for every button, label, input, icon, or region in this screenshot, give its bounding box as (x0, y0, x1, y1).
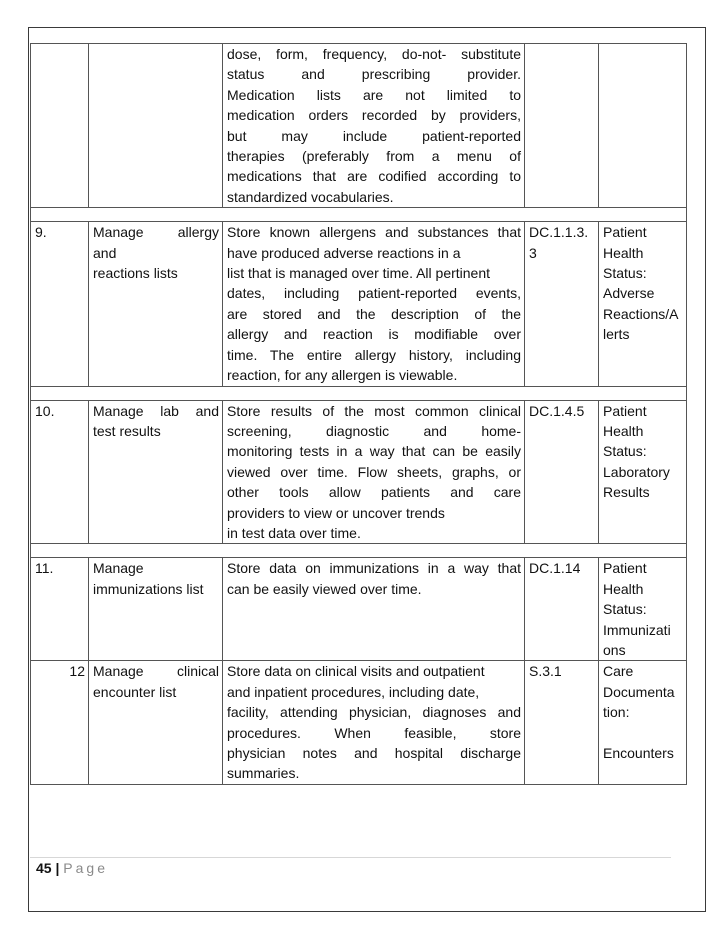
table-row (31, 400, 687, 544)
category-cell (599, 661, 687, 784)
footer-rule (30, 857, 671, 858)
function-line: and (93, 244, 117, 261)
category-line: Patient (603, 560, 647, 577)
function-cell (89, 558, 223, 661)
row-number: 9. (35, 224, 47, 241)
category-cell (599, 400, 687, 544)
category-line: Status: (603, 443, 647, 460)
description-cell (223, 558, 525, 661)
table-row (31, 558, 687, 661)
description-line: medications that are codified according to (227, 168, 521, 185)
description-line: can be easily viewed over time. (227, 580, 422, 597)
description-line: Store known allergens and substances that (227, 224, 521, 241)
function-cell (89, 661, 223, 784)
function-cell (89, 222, 223, 386)
row-number-cell (31, 44, 89, 208)
description-cell (223, 44, 525, 208)
description-line: physician notes and hospital discharge (227, 745, 521, 761)
reference-line: DC.1.14 (529, 560, 581, 577)
description-line: viewed over time. Flow sheets, graphs, or (227, 463, 521, 480)
reference-cell (525, 558, 599, 661)
description-cell (223, 661, 525, 784)
reference-line: DC.1.1.3. (529, 224, 589, 241)
category-line: Documenta (603, 683, 675, 700)
function-line: reactions lists (93, 265, 178, 282)
function-line: Manage clinical (93, 663, 219, 680)
reference-line: 3 (529, 244, 537, 261)
category-line: Status: (603, 601, 647, 618)
row-spacer (31, 386, 687, 400)
function-line: Manage (93, 560, 144, 577)
reference-cell (525, 44, 599, 208)
category-line (603, 723, 683, 743)
category-line: ons (603, 641, 626, 658)
function-line: immunizations list (93, 580, 204, 597)
description-line: medication orders recorded by providers, (227, 107, 521, 124)
description-line: Store results of the most common clinical (227, 402, 521, 419)
row-number-cell (31, 661, 89, 784)
description-cell (223, 222, 525, 386)
description-line: in test data over time. (227, 524, 361, 541)
description-line: have produced adverse reactions in a (227, 244, 461, 261)
row-number-cell (31, 400, 89, 544)
description-line: therapies (preferably from a menu of (227, 148, 521, 165)
footer-separator: | (55, 860, 60, 876)
row-spacer (31, 544, 687, 558)
requirements-table (30, 43, 687, 785)
row-number-cell (31, 222, 89, 386)
reference-cell (525, 222, 599, 386)
table-row (31, 44, 687, 208)
category-line: tion: (603, 704, 630, 721)
description-line: reaction, for any allergen is viewable. (227, 367, 458, 384)
description-line: allergy and reaction is modifiable over (227, 326, 521, 343)
row-spacer-cell (31, 544, 687, 558)
row-number-cell (31, 558, 89, 661)
category-line: Immunizati (603, 621, 671, 638)
category-line: Care (603, 663, 634, 680)
function-line: test results (93, 422, 161, 439)
description-line: status and prescribing provider. (227, 66, 521, 83)
function-line: encounter list (93, 683, 177, 700)
category-line: Reactions/A (603, 305, 679, 322)
description-line: other tools allow patients and care (227, 484, 521, 501)
row-number: 11. (35, 560, 54, 577)
category-line: Adverse (603, 285, 655, 302)
page-label: Page (63, 860, 108, 876)
description-line: and inpatient procedures, including date, (227, 683, 480, 700)
category-line: lerts (603, 326, 630, 343)
function-line: Manage allergy (93, 224, 219, 241)
description-line: Medication lists are not limited to (227, 86, 521, 103)
table-row (31, 222, 687, 386)
reference-line: S.3.1 (529, 663, 562, 680)
description-cell (223, 400, 525, 544)
function-line: Manage lab and (93, 402, 219, 419)
category-line: Encounters (603, 745, 674, 761)
row-spacer (31, 208, 687, 222)
requirements-table-body (31, 44, 687, 785)
row-number: 12 (69, 663, 85, 680)
reference-cell (525, 661, 599, 784)
category-line: Results (603, 484, 650, 501)
description-line: dose, form, frequency, do-not- substitute (227, 46, 521, 62)
reference-line: DC.1.4.5 (529, 402, 585, 419)
function-cell (89, 44, 223, 208)
category-line: Patient (603, 224, 647, 241)
description-line: monitoring tests in a way that can be easily (227, 443, 521, 460)
category-cell (599, 44, 687, 208)
description-line: summaries. (227, 765, 300, 782)
category-line: Laboratory (603, 463, 670, 480)
description-line: but may include patient-reported (227, 127, 521, 144)
row-spacer-cell (31, 386, 687, 400)
category-cell (599, 558, 687, 661)
page-footer (36, 860, 108, 876)
description-line: are stored and the description of the (227, 305, 521, 322)
category-line: Health (603, 580, 644, 597)
description-line: Store data on clinical visits and outpatient (227, 663, 485, 680)
category-line: Health (603, 244, 644, 261)
description-line: Store data on immunizations in a way that (227, 560, 521, 577)
row-spacer-cell (31, 208, 687, 222)
description-line: procedures. When feasible, store (227, 724, 521, 741)
row-number: 10. (35, 402, 55, 419)
description-line: providers to view or uncover trends (227, 504, 445, 521)
category-line: Patient (603, 402, 647, 419)
description-line: time. The entire allergy history, including (227, 346, 521, 363)
page-number: 45 (36, 860, 52, 876)
category-cell (599, 222, 687, 386)
reference-cell (525, 400, 599, 544)
category-line: Status: (603, 265, 647, 282)
description-line: facility, attending physician, diagnoses and (227, 704, 521, 721)
table-row (31, 661, 687, 784)
category-line: Health (603, 422, 644, 439)
description-line: screening, diagnostic and home- (227, 422, 521, 439)
description-line: dates, including patient-reported events, (227, 285, 521, 302)
function-cell (89, 400, 223, 544)
description-line: list that is managed over time. All pertinent (227, 265, 491, 282)
description-line: standardized vocabularies. (227, 188, 394, 205)
